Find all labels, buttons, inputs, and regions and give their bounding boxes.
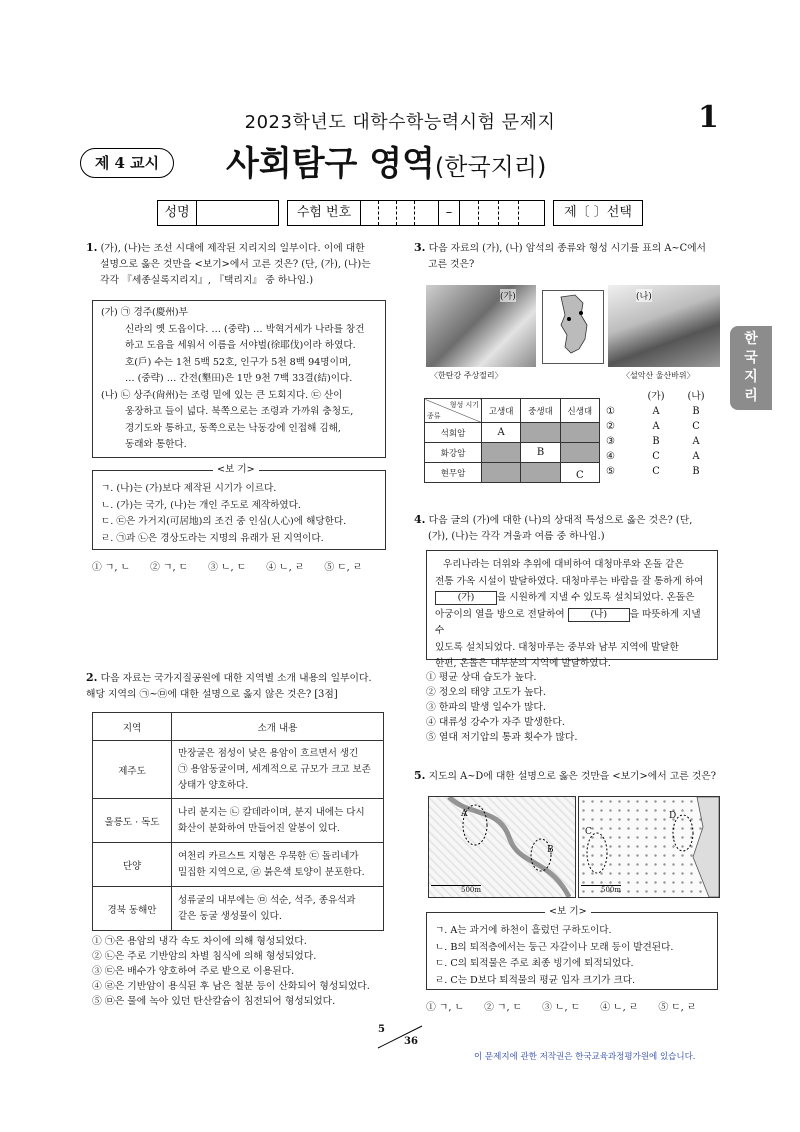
q3-choice-5[interactable]: ⑤ C B <box>606 466 700 477</box>
page-current: 5 <box>378 1024 385 1035</box>
q4-choice-1[interactable]: ① 평균 상대 습도가 높다. <box>426 672 537 683</box>
q3-cell-shaded <box>482 443 521 463</box>
q2-content <box>172 799 384 843</box>
choice-label: 제〔 〕선택 <box>564 205 632 220</box>
caption-b: 〈설악산 울산바위〉 <box>622 371 695 380</box>
q4-passage-line: 전통 가옥 시설이 발달하였다. 대청마루는 바람을 잘 통하게 하여 <box>435 575 704 587</box>
q1-passage-box <box>92 300 386 458</box>
q4-passage-line: 있도록 설치되었다. 대청마루는 중부와 남부 지역에 발달한 <box>435 641 679 653</box>
q2-region: 울릉도 · 독도 <box>93 799 172 843</box>
q2-choice-4[interactable]: ④ ㉣은 기반암이 용식된 후 남은 철분 등이 산화되어 형성되었다. <box>92 981 370 992</box>
q2-choices <box>92 934 392 1009</box>
q1-passage-line: (나) ㉡ 상주(尙州)는 조령 밑에 있는 큰 도회지다. ㉢ 산이 <box>101 389 343 401</box>
q2-line: 화산이 분화하여 만들어진 알봉이 있다. <box>178 822 340 834</box>
q1-bogi-item: ㄴ. (가)는 국가, (나)는 개인 주도로 제작하였다. <box>101 499 301 511</box>
q1-bogi-item: ㄷ. ㉢은 가거지(可居地)의 조건 중 인심(人心)에 해당한다. <box>101 516 347 527</box>
q2-choice-1[interactable]: ① ㉠은 용암의 냉각 속도 차이에 의해 형성되었다. <box>92 936 307 947</box>
q2-content <box>172 741 384 799</box>
q2-choice-3[interactable]: ③ ㉢은 배수가 양호하여 주로 밭으로 이용된다. <box>92 966 295 977</box>
digit-divider <box>498 201 499 225</box>
q2-choice-5[interactable]: ⑤ ㉤은 물에 녹아 있던 탄산칼슘이 침전되어 형성되었다. <box>92 996 336 1007</box>
q4-passage-line: 우리나라는 더위와 추위에 대비하여 대청마루와 온돌 같은 <box>443 559 684 570</box>
name-field[interactable] <box>157 200 279 226</box>
q5-choice-3[interactable]: ③ ㄴ, ㄷ <box>542 1002 581 1013</box>
q3-cell-b: B <box>521 443 560 463</box>
q3-rock: 석회암 <box>425 423 482 443</box>
inset-korea-map <box>542 290 604 364</box>
q2-stem-line <box>86 670 386 687</box>
q2-line: 밀집한 지역으로, ㉣ 붉은색 토양이 분포한다. <box>178 866 365 878</box>
q3-rock: 현무암 <box>425 463 482 483</box>
q3-stem-1: 고른 것은? <box>428 259 475 270</box>
q3-cell-shaded <box>560 443 599 463</box>
exam-number-field[interactable] <box>287 200 545 226</box>
q3-period: 신생대 <box>560 399 599 423</box>
q2-line: 여천리 카르스트 지형은 우묵한 ㉢ 돌리네가 <box>178 850 359 862</box>
q4-passage-line: 아궁이의 열을 방으로 전달하여 (나) 을 따뜻하게 지낼 수 <box>435 608 701 636</box>
q3-table-corner <box>425 399 482 423</box>
q2-region: 단양 <box>93 843 172 887</box>
question-2 <box>86 670 386 703</box>
name-label: 성명 <box>158 201 197 225</box>
subject-sub: (한국지리) <box>434 153 547 181</box>
q5-bogi-item: ㄱ. A는 과거에 하천이 흘렀던 구하도이다. <box>435 925 612 936</box>
page-number: 1 <box>698 100 719 135</box>
q2-stem-1: 해당 지역의 ㉠~㉤에 대한 설명으로 옳지 않은 것은? [3점] <box>86 689 338 700</box>
q3-period: 고생대 <box>482 399 521 423</box>
q2-table <box>92 712 384 931</box>
question-5 <box>414 768 744 785</box>
map-label-c: C <box>585 827 592 837</box>
q3-rock: 화강암 <box>425 443 482 463</box>
question-1 <box>86 240 386 289</box>
subject-title <box>226 136 546 185</box>
q2-region: 제주도 <box>93 741 172 799</box>
q2-header-content: 소개 내용 <box>172 713 384 741</box>
question-4 <box>414 512 730 545</box>
q2-line: 같은 동굴 생성물이 있다. <box>178 910 282 922</box>
q5-choices <box>426 1000 736 1015</box>
copyright-notice: 이 문제지에 관한 저작권은 한국교육과정평가원에 있습니다. <box>474 1052 696 1062</box>
map-scale: 500m <box>431 885 481 894</box>
q5-choice-5[interactable]: ⑤ ㄷ, ㄹ <box>658 1002 697 1013</box>
q5-bogi-item: ㄹ. C는 D보다 퇴적물의 평균 입자 크기가 크다. <box>435 974 636 986</box>
exam-number-label: 수험 번호 <box>288 201 361 225</box>
subject-main: 사회탐구 영역 <box>226 144 435 184</box>
q3-cell-shaded <box>560 423 599 443</box>
q1-passage-line: 동래와 통한다. <box>125 439 187 450</box>
q2-line: 성류굴의 내부에는 ㉤ 석순, 석주, 종유석과 <box>178 894 356 906</box>
q2-region: 경북 동해안 <box>93 887 172 931</box>
q4-passage-box <box>426 550 718 669</box>
q4-choice-3[interactable]: ③ 한파의 발생 일수가 많다. <box>426 702 547 713</box>
q4-choice-4[interactable]: ④ 대류성 강수가 자주 발생한다. <box>426 717 565 728</box>
photo-a-label: (가) <box>500 289 516 302</box>
photo-seoraksan-ulsanbawi <box>608 285 720 367</box>
side-tab-label: 한국지리 <box>744 331 758 404</box>
caption-a: 〈한탄강 주상절리〉 <box>430 371 503 380</box>
q5-map-right <box>578 796 720 898</box>
map-label-d: D <box>669 811 677 821</box>
q2-line: 상태가 양호하다. <box>178 779 249 791</box>
q1-passage-line: 하고 도읍을 세워서 이름을 서야벌(徐耶伐)이라 하였다. <box>125 340 356 351</box>
q5-bogi-label: <보 기> <box>545 904 591 921</box>
map-scale: 500m <box>581 885 621 894</box>
q2-content <box>172 843 384 887</box>
map-label-a: A <box>461 809 468 819</box>
q1-bogi-box <box>92 464 386 550</box>
q1-stem-0: (가), (나)는 조선 시대에 제작된 지리지의 일부이다. 이에 대한 <box>100 243 365 254</box>
q3-table <box>424 398 600 483</box>
q1-passage-line: 웅장하고 들이 넓다. 북쪽으로는 조령과 가까워 충청도, <box>125 406 354 417</box>
digit-divider <box>478 201 479 225</box>
q3-header-ga: (가) <box>647 391 665 402</box>
q5-choice-2[interactable]: ② ㄱ, ㄷ <box>484 1002 523 1013</box>
q4-stem-0: 다음 글의 (가)에 대한 (나)의 상대적 특성으로 옳은 것은? (단, <box>428 515 693 526</box>
q3-header-na: (나) <box>687 391 705 402</box>
period-badge: 제 4 교시 <box>80 148 174 178</box>
q4-blank-na: (나) <box>568 608 630 622</box>
q4-choice-5[interactable]: ⑤ 열대 저기압의 통과 횟수가 많다. <box>426 732 578 743</box>
q5-stem: 지도의 A~D에 대한 설명으로 옳은 것만을 <보기>에서 고른 것은? <box>428 771 716 782</box>
page-fraction <box>374 1024 426 1050</box>
subject-choice-field[interactable] <box>553 200 643 226</box>
q3-choice-2[interactable]: ② A C <box>606 421 700 432</box>
q3-choice-1[interactable]: ① A B <box>606 406 700 417</box>
q1-number: 1. <box>86 241 98 254</box>
q3-corner-top: 형성 시기 <box>449 401 479 409</box>
q3-answer-grid <box>606 389 726 479</box>
korea-map-icon <box>543 291 603 363</box>
q3-cell-c: C <box>560 463 599 483</box>
q3-period: 중생대 <box>521 399 560 423</box>
coastal-deposit-icon <box>579 797 719 897</box>
q3-choice-4[interactable]: ④ C A <box>606 451 700 462</box>
map-label-b: B <box>547 845 554 855</box>
q5-bogi-item: ㄷ. C의 퇴적물은 주로 최종 빙기에 퇴적되었다. <box>435 958 634 969</box>
q2-stem-0: 다음 자료는 국가지질공원에 대한 지역별 소개 내용의 일부이다. <box>100 673 372 684</box>
q2-line: ㉠ 용암동굴이며, 세계적으로 규모가 크고 보존 <box>178 763 371 775</box>
page-total: 36 <box>404 1036 418 1047</box>
q1-passage-line: 경기도와 통하고, 동쪽으로는 낙동강에 인접해 김해, <box>125 422 341 434</box>
q3-cell-shaded <box>521 423 560 443</box>
digit-divider <box>414 201 415 225</box>
q2-line: 나리 분지는 ㉡ 칼데라이며, 분지 내에는 다시 <box>178 806 365 818</box>
q1-bogi-item: ㄱ. (나)는 (가)보다 제작된 시기가 이르다. <box>101 483 277 494</box>
q5-bogi-box <box>426 906 718 990</box>
digit-divider <box>396 201 397 225</box>
q3-choice-3[interactable]: ③ B A <box>606 436 700 447</box>
q5-choice-1[interactable]: ① ㄱ, ㄴ <box>426 1002 465 1013</box>
q1-choices <box>92 560 392 575</box>
q1-bogi-label: <보 기> <box>213 462 259 479</box>
q2-choice-2[interactable]: ② ㉡은 주로 기반암의 차별 침식에 의해 형성되었다. <box>92 951 317 962</box>
q1-choice-2[interactable]: ② ㄱ, ㄷ <box>150 562 189 573</box>
q1-choice-4[interactable]: ④ ㄴ, ㄹ <box>266 562 305 573</box>
exam-title: 2023학년도 대학수학능력시험 문제지 <box>244 112 556 133</box>
q1-passage-line: … (중략) … 간전(墾田)은 1만 9천 7백 33결(結)이다. <box>125 373 353 384</box>
q1-choice-1[interactable]: ① ㄱ, ㄴ <box>92 562 131 573</box>
q3-cell-a: A <box>482 423 521 443</box>
q1-choice-5[interactable]: ⑤ ㄷ, ㄹ <box>324 562 363 573</box>
exam-number-dash: – <box>438 201 460 225</box>
q4-passage-line: 한편, 온돌은 대부분의 지역에 발달하였다. <box>435 658 611 669</box>
q3-answer-header <box>606 389 726 404</box>
q3-cell-shaded <box>521 463 560 483</box>
side-tab <box>730 326 772 410</box>
q4-stem-line <box>414 512 730 529</box>
question-3 <box>414 240 726 273</box>
q2-header-region: 지역 <box>93 713 172 741</box>
q4-choices <box>426 670 726 745</box>
digit-divider <box>378 201 379 225</box>
q1-bogi-item: ㄹ. ㉠과 ㉡은 경상도라는 지명의 유래가 된 지역이다. <box>101 532 324 544</box>
q4-blank-ga: (가) <box>435 591 497 605</box>
photo-b-label: (나) <box>636 289 652 302</box>
q1-passage-line: 신라의 옛 도읍이다. … (중략) … 박혁거세가 나라를 창건 <box>125 323 365 335</box>
q4-number: 4. <box>414 513 426 526</box>
q5-bogi-item: ㄴ. B의 퇴적층에서는 둥근 자갈이나 모래 등이 발견된다. <box>435 941 674 953</box>
q1-choice-3[interactable]: ③ ㄴ, ㄷ <box>208 562 247 573</box>
q1-passage-line: (가) ㉠ 경주(慶州)부 <box>101 307 188 318</box>
q1-passage-line: 호(戶) 수는 1천 5백 52호, 인구가 5천 8백 94명이며, <box>125 356 352 368</box>
q4-choice-2[interactable]: ② 정오의 태양 고도가 높다. <box>426 687 547 698</box>
q3-stem-line <box>414 240 726 257</box>
q2-content <box>172 887 384 931</box>
photo-hantangang-columnar-joint <box>426 285 536 367</box>
q2-line: 만장굴은 점성이 낮은 용암이 흐르면서 생긴 <box>178 747 359 759</box>
q1-stem-1: 설명으로 옳은 것만을 <보기>에서 고른 것은? (단, (가), (나)는 <box>100 259 371 270</box>
digit-divider <box>518 201 519 225</box>
q4-passage-line: (가) 을 시원하게 지낼 수 있도록 설치되었다. 온돌은 <box>435 590 709 607</box>
q3-number: 3. <box>414 241 426 254</box>
q3-stem-0: 다음 자료의 (가), (나) 암석의 종류와 형성 시기를 표의 A~C에서 <box>428 243 707 254</box>
q1-stem-2: 각각 『세종실록지리지』, 『택리지』 중 하나임.) <box>100 275 314 286</box>
q5-number: 5. <box>414 769 426 782</box>
q1-stem-line <box>86 240 386 257</box>
q5-choice-4[interactable]: ④ ㄴ, ㄹ <box>600 1002 639 1013</box>
q4-stem-1: (가), (나)는 각각 겨울과 여름 중 하나임.) <box>428 531 605 542</box>
q3-corner-bottom: 종류 <box>427 412 441 420</box>
q2-number: 2. <box>86 671 98 684</box>
q5-map-left <box>428 796 576 898</box>
q3-cell-shaded <box>482 463 521 483</box>
